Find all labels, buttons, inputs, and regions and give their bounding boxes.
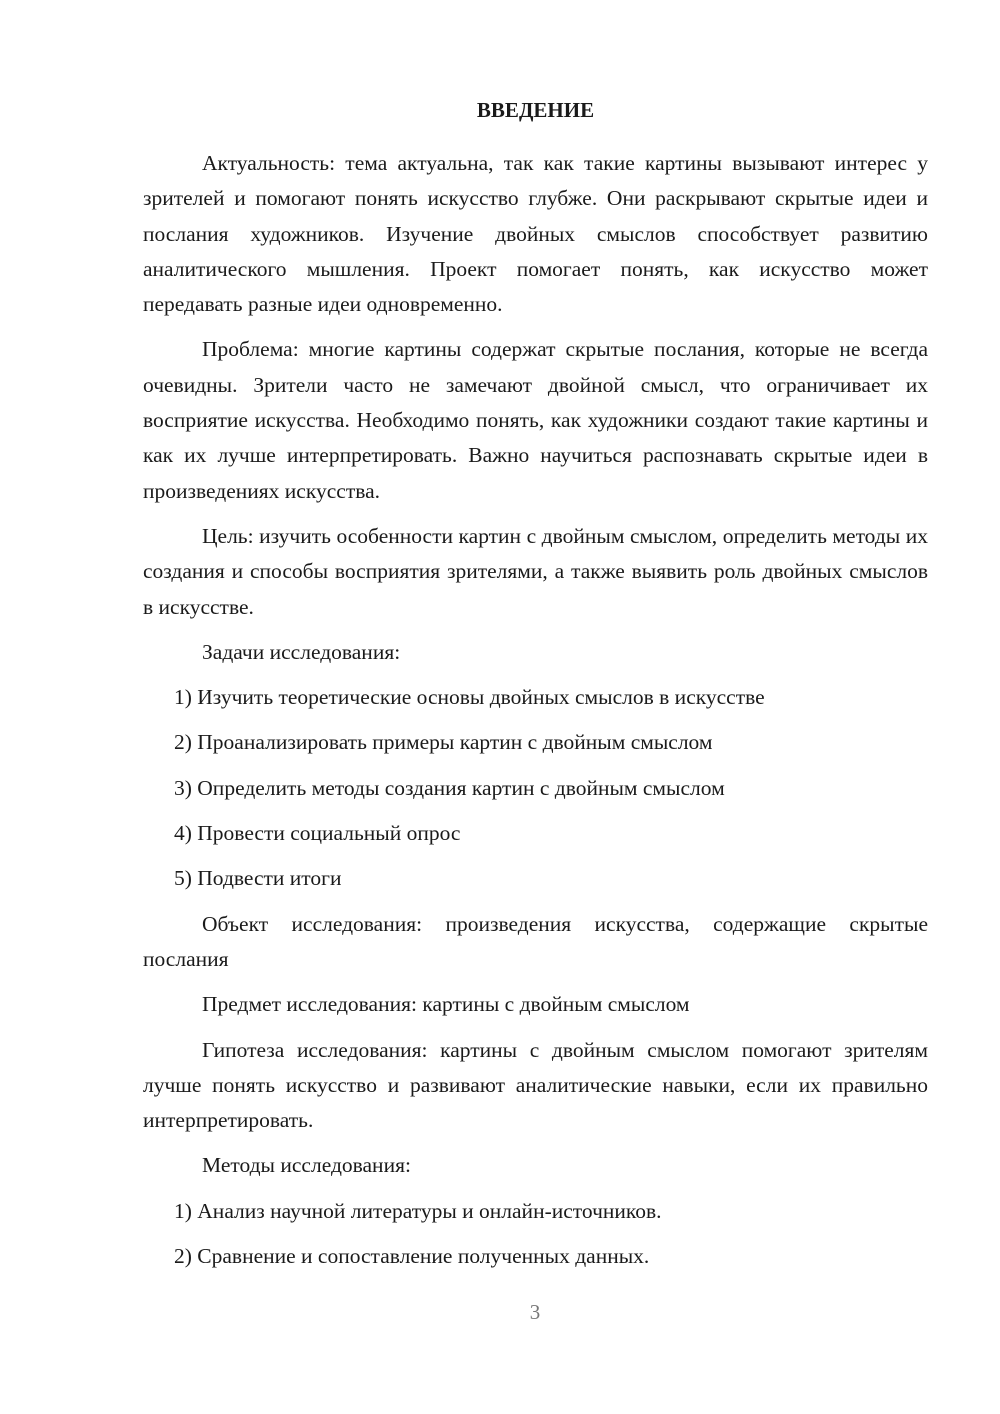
list-item: 1) Анализ научной литературы и онлайн-источников.	[174, 1198, 662, 1223]
list-item: 1) Изучить теоретические основы двойных смыслов в искусстве	[174, 685, 765, 710]
subject-paragraph: Предмет исследования: картины с двойным смыслом	[202, 992, 690, 1017]
list-item: 3) Определить методы создания картин с двойным смыслом	[174, 775, 725, 800]
document-page	[143, 95, 928, 1284]
methods-list	[143, 1194, 928, 1275]
list-item: 4) Провести социальный опрос	[174, 821, 461, 846]
tasks-list	[143, 680, 928, 896]
hypothesis-paragraph: Гипотеза исследования: картины с двойным смыслом помогают зрителям лучше понять искусство и развивают аналитические навыки, если их правильно интерпретировать.	[143, 1037, 928, 1133]
list-item: 5) Подвести итоги	[174, 866, 342, 891]
problem-paragraph: Проблема: многие картины содержат скрытые послания, которые не всегда очевидны. Зрители часто не замечают двойной смысл, что ограничивает их восприятие искусства. Необходимо понять, как художники создают такие картины и как их лучше интерпретировать. Важно научиться распознавать скрытые идеи в произведениях искусства.	[143, 337, 928, 503]
relevance-paragraph: Актуальность: тема актуальна, так как такие картины вызывают интерес у зрителей и помогают понять искусство глубже. Они раскрывают скрытые идеи и послания художников. Изучение двойных смыслов способствует развитию аналитического мышления. Проект помогает понять, как искусство может передавать разные идеи одновременно.	[143, 151, 928, 317]
page-number: 3	[529, 1300, 541, 1324]
list-item: 2) Сравнение и сопоставление полученных данных.	[174, 1244, 650, 1269]
section-title: ВВЕДЕНИЕ	[476, 98, 595, 122]
list-item: 2) Проанализировать примеры картин с двойным смыслом	[174, 730, 713, 755]
goal-paragraph: Цель: изучить особенности картин с двойным смыслом, определить методы их создания и способы восприятия зрителями, а также выявить роль двойных смыслов в искусстве.	[143, 523, 928, 619]
tasks-heading: Задачи исследования:	[202, 639, 401, 664]
methods-heading: Методы исследования:	[202, 1153, 411, 1178]
object-paragraph: Объект исследования: произведения искусства, содержащие скрытые послания	[143, 911, 928, 971]
